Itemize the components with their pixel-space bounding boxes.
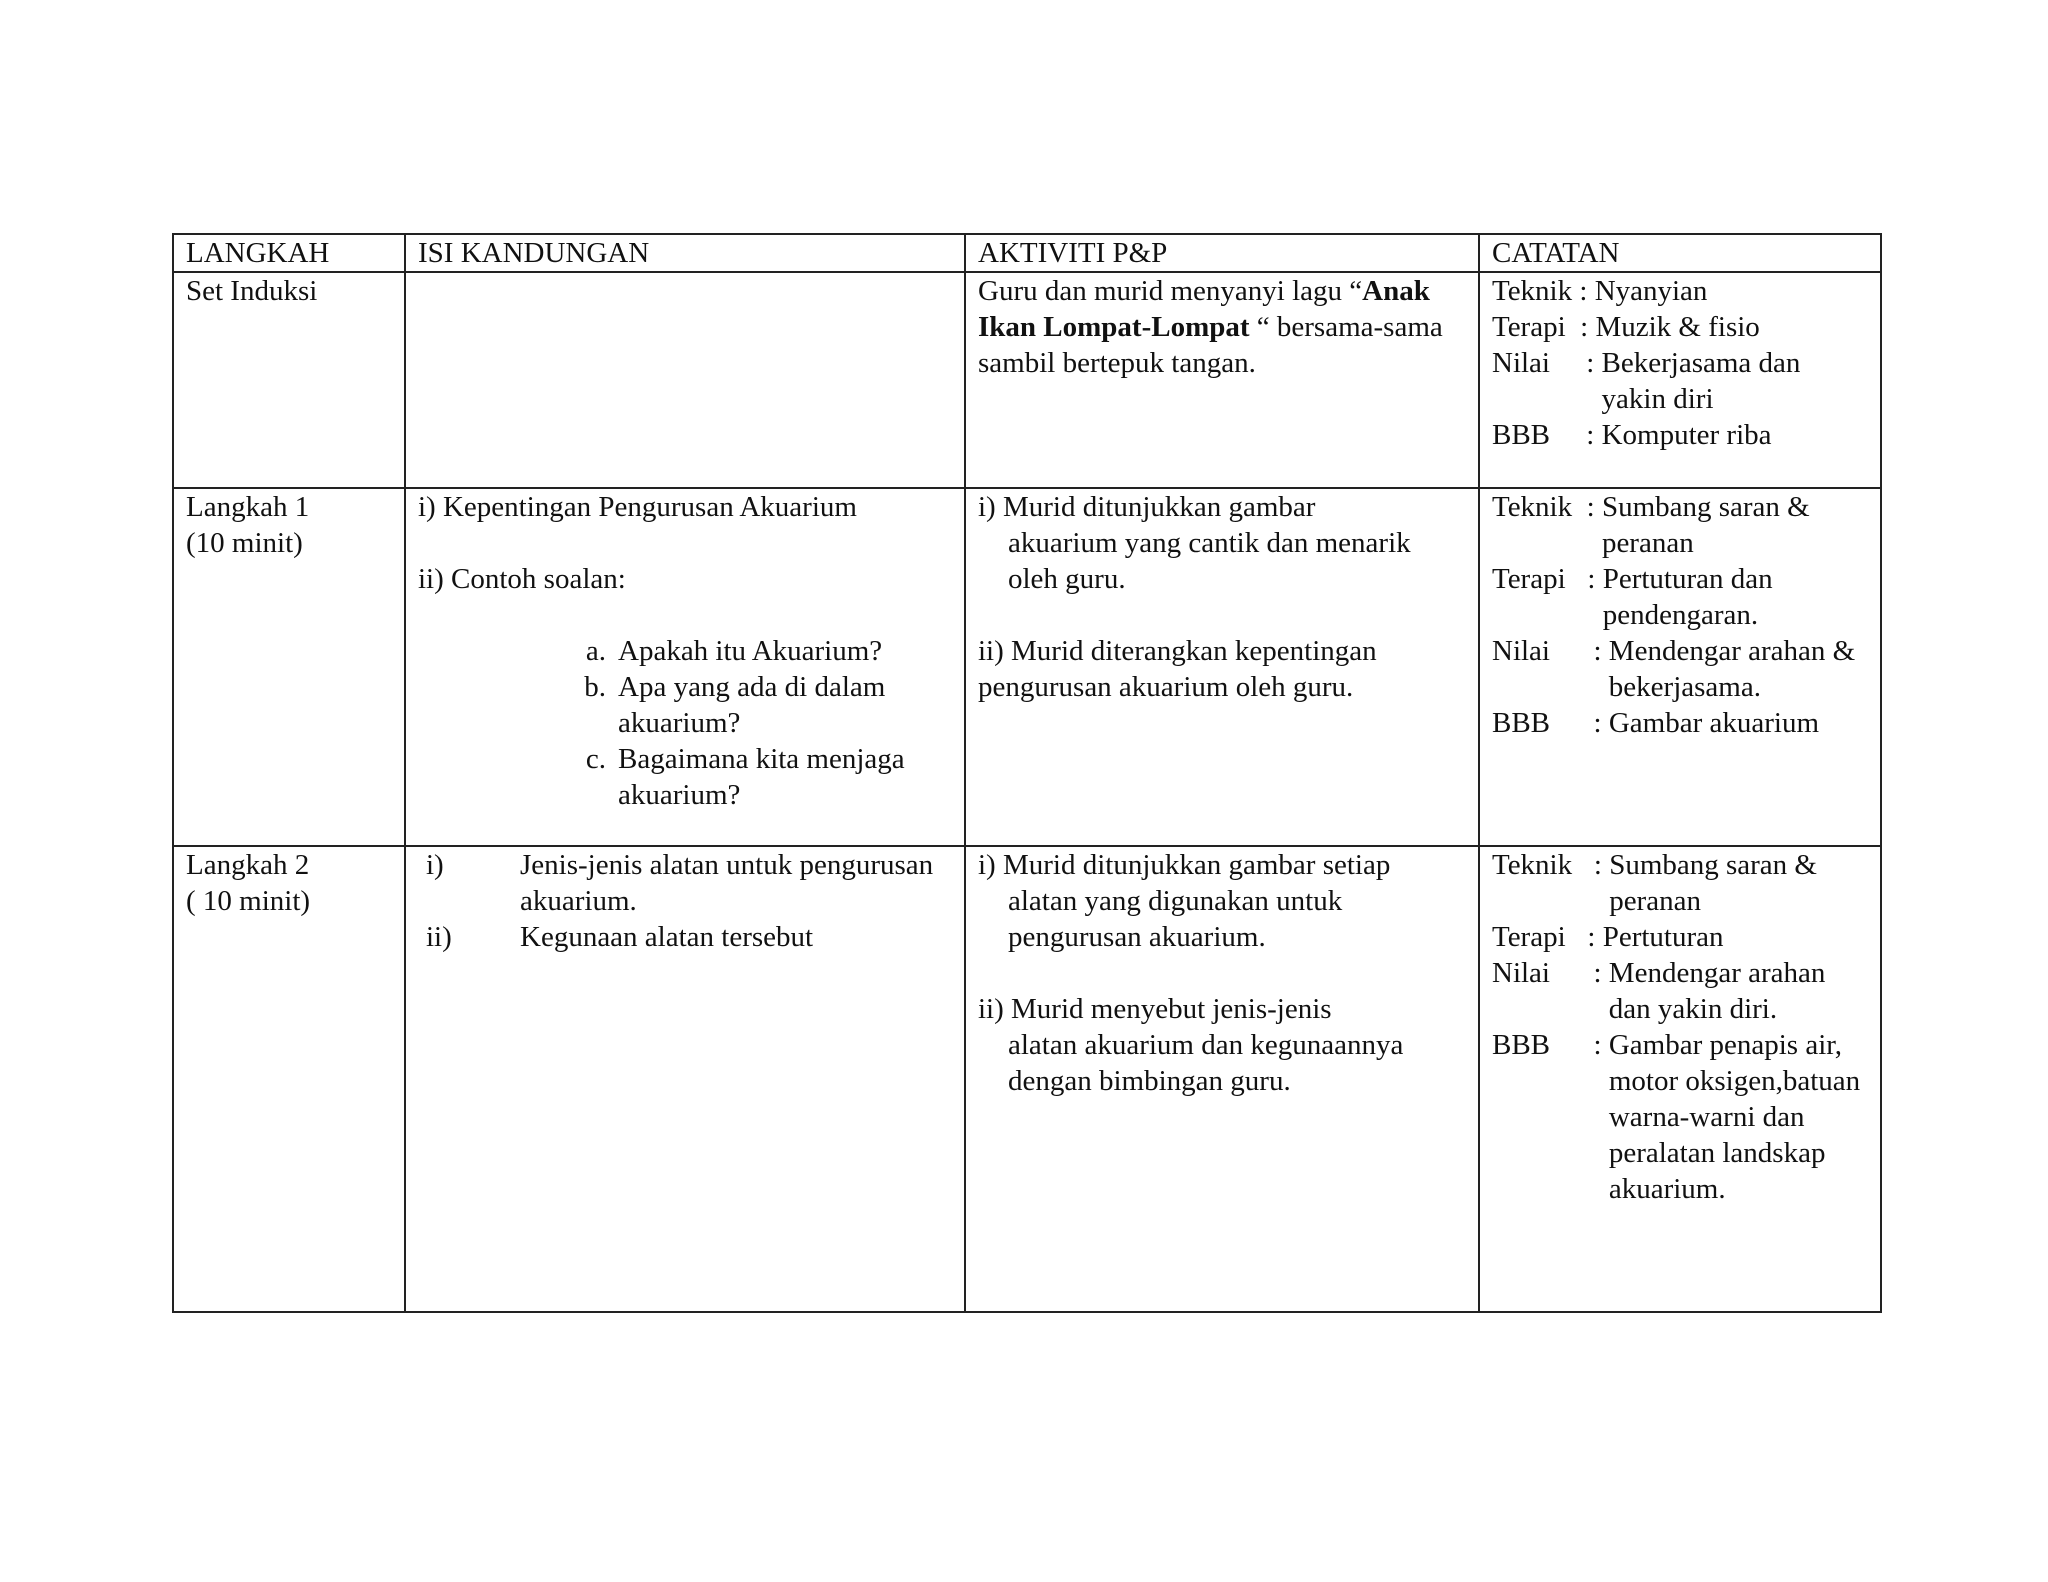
list-item: a. Apakah itu Akuarium? bbox=[585, 635, 883, 667]
catatan-cell bbox=[1479, 272, 1881, 488]
table-header-row bbox=[173, 234, 1881, 272]
catatan-item: Teknik : Nyanyian bbox=[1492, 275, 1708, 307]
langkah-cell bbox=[173, 272, 405, 488]
langkah-duration: (10 minit) bbox=[186, 527, 303, 559]
aktiviti-point: ii) Murid diterangkan kepentingan pengurusan akuarium oleh guru. bbox=[978, 635, 1377, 703]
catatan-item: Terapi : Muzik & fisio bbox=[1492, 311, 1760, 343]
header-catatan: CATATAN bbox=[1479, 234, 1881, 272]
list-item: ii) Kegunaan alatan tersebut bbox=[426, 921, 814, 953]
list-item: i) Jenis-jenis alatan untuk pengurusan akuarium. bbox=[426, 849, 934, 917]
langkah-cell bbox=[173, 488, 405, 846]
lesson-plan-table bbox=[172, 233, 1882, 1313]
header-isi-kandungan: ISI KANDUNGAN bbox=[405, 234, 965, 272]
aktiviti-point: i) Murid ditunjukkan gambar setiap bbox=[978, 849, 1391, 881]
header-aktiviti: AKTIVITI P&P bbox=[965, 234, 1479, 272]
catatan-item: Terapi : Pertuturan dan pendengaran. bbox=[1492, 563, 1773, 631]
table-row-langkah-1 bbox=[173, 488, 1881, 846]
list-item: b. Apa yang ada di dalam akuarium? bbox=[584, 671, 886, 739]
table-row-langkah-2 bbox=[173, 846, 1881, 1312]
isi-point: ii) Contoh soalan: bbox=[418, 563, 626, 595]
aktiviti-point-cont: akuarium yang cantik dan menarik oleh guru. bbox=[1008, 527, 1411, 595]
aktiviti-point-cont: alatan akuarium dan kegunaannya dengan bimbingan guru. bbox=[1008, 1029, 1404, 1097]
table-row-set-induksi bbox=[173, 272, 1881, 488]
aktiviti-point-cont: alatan yang digunakan untuk pengurusan akuarium. bbox=[1008, 885, 1343, 953]
aktiviti-text: Guru dan murid menyanyi lagu “Anak Ikan Lompat-Lompat “ bersama-sama sambil bertepuk tangan. bbox=[978, 275, 1443, 379]
aktiviti-point: i) Murid ditunjukkan gambar bbox=[978, 491, 1316, 523]
langkah-label: Set Induksi bbox=[186, 275, 318, 307]
catatan-item: Teknik : Sumbang saran & peranan bbox=[1492, 849, 1817, 917]
isi-cell-empty bbox=[405, 272, 965, 488]
catatan-cell bbox=[1479, 488, 1881, 846]
catatan-cell bbox=[1479, 846, 1881, 1312]
langkah-cell bbox=[173, 846, 405, 1312]
header-langkah: LANGKAH bbox=[173, 234, 405, 272]
aktiviti-cell bbox=[965, 488, 1479, 846]
list-item: c. Bagaimana kita menjaga akuarium? bbox=[585, 743, 905, 811]
langkah-duration: ( 10 minit) bbox=[186, 885, 311, 917]
aktiviti-cell bbox=[965, 272, 1479, 488]
langkah-label: Langkah 1 bbox=[186, 491, 310, 523]
isi-point: i) Kepentingan Pengurusan Akuarium bbox=[418, 491, 857, 523]
isi-cell bbox=[405, 488, 965, 846]
aktiviti-cell bbox=[965, 846, 1479, 1312]
catatan-item: BBB : Gambar akuarium bbox=[1492, 707, 1820, 739]
song-title: Anak Ikan Lompat-Lompat bbox=[978, 275, 1430, 343]
aktiviti-point: ii) Murid menyebut jenis-jenis bbox=[978, 993, 1332, 1025]
catatan-item: BBB : Komputer riba bbox=[1492, 419, 1772, 451]
catatan-item: Nilai : Bekerjasama dan yakin diri bbox=[1492, 347, 1801, 415]
catatan-item: Terapi : Pertuturan bbox=[1492, 921, 1724, 953]
catatan-item: Nilai : Mendengar arahan dan yakin diri. bbox=[1492, 957, 1826, 1025]
isi-cell bbox=[405, 846, 965, 1312]
catatan-item: Nilai : Mendengar arahan & bekerjasama. bbox=[1492, 635, 1856, 703]
langkah-label: Langkah 2 bbox=[186, 849, 310, 881]
catatan-item: BBB : Gambar penapis air, motor oksigen,batuan warna-warni dan peralatan landskap akuarium. bbox=[1492, 1029, 1861, 1205]
catatan-item: Teknik : Sumbang saran & peranan bbox=[1492, 491, 1810, 559]
